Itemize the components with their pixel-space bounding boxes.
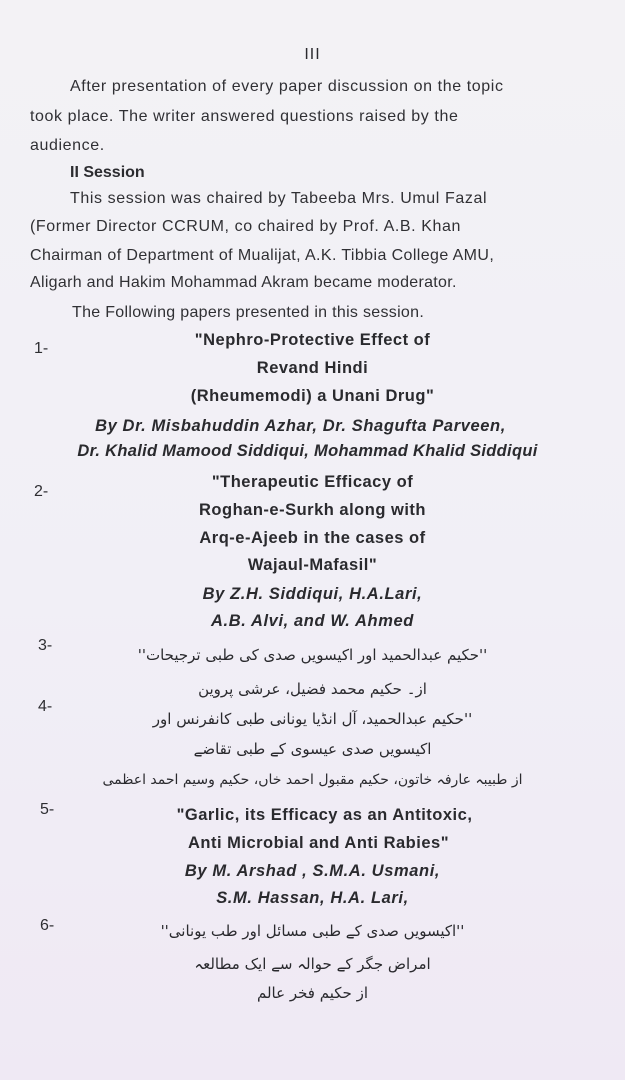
paper-3-title-line-1: ''حکیم عبدالحمید اور اکیسویں صدی کی طبی ترجیحات'': [137, 646, 488, 664]
paper-5-author-line-1: By M. Arshad , S.M.A. Usmani,: [184, 862, 441, 880]
paper-2-number: 2-: [34, 483, 49, 500]
paper-6-title-line-1: ''اکیسویں صدی کے طبی مسائل اور طب یونانی'': [160, 922, 465, 940]
paper-6-number: 6-: [40, 917, 55, 934]
paper-1-author-line-2: Dr. Khalid Mamood Siddiqui, Mohammad Khalid Siddiqui: [77, 442, 538, 460]
paper-5-title-line-1: "Garlic, its Efficacy as an Antitoxic,: [176, 806, 473, 824]
paper-2-title-line-1: "Therapeutic Efficacy of: [211, 473, 414, 491]
session-line-1: This session was chaired by Tabeeba Mrs. Umul Fazal: [70, 190, 488, 207]
paper-4-title-line-2: اکیسویں صدی عیسوی کے طبی تقاضے: [193, 740, 432, 758]
paper-2-author-line-2: A.B. Alvi, and W. Ahmed: [211, 612, 414, 630]
paper-2-author-line-1: By Z.H. Siddiqui, H.A.Lari,: [202, 585, 423, 603]
paper-4-author-line-1: از طبیبہ عارفہ خاتون، حکیم مقبول احمد خاں، حکیم وسیم احمد اعظمی: [102, 772, 523, 788]
session-line-4: Aligarh and Hakim Mohammad Akram became moderator.: [30, 274, 457, 291]
paper-5-title-line-2: Anti Microbial and Anti Rabies": [187, 834, 450, 852]
paper-6-author-line-1: از حکیم فخر عالم: [257, 984, 368, 1002]
paper-3-number: 3-: [38, 637, 53, 654]
paper-3-author-line-1: از۔ حکیم محمد فضیل، عرشی پروین: [198, 680, 427, 698]
paper-6-title-line-2: امراض جگر کے حوالہ سے ایک مطالعہ: [194, 955, 431, 973]
session-line-2: (Former Director CCRUM, co chaired by Prof. A.B. Khan: [30, 218, 462, 235]
page-number: III: [304, 46, 321, 63]
paper-4-number: 4-: [38, 698, 53, 715]
paper-5-number: 5-: [40, 801, 55, 818]
paper-1-title-line-2: Revand Hindi: [256, 359, 369, 377]
paper-1-title-line-3: (Rheumemodi) a Unani Drug": [190, 387, 435, 405]
session-line-5: The Following papers presented in this session.: [72, 304, 425, 321]
intro-line-1: After presentation of every paper discussion on the topic: [70, 78, 504, 95]
paper-1-author-line-1: By Dr. Misbahuddin Azhar, Dr. Shagufta Parveen,: [95, 417, 506, 435]
intro-line-2: took place. The writer answered questions raised by the: [30, 108, 459, 125]
paper-1-title-line-1: "Nephro-Protective Effect of: [194, 331, 431, 349]
intro-line-3: audience.: [30, 137, 105, 154]
paper-4-title-line-1: ''حکیم عبدالحمید، آل انڈیا یونانی طبی کانفرنس اور: [152, 710, 473, 728]
paper-2-title-line-2: Roghan-e-Surkh along with: [199, 501, 426, 519]
paper-5-author-line-2: S.M. Hassan, H.A. Lari,: [216, 889, 409, 907]
paper-2-title-line-4: Wajaul-Mafasil": [247, 556, 378, 574]
session-line-3: Chairman of Department of Mualijat, A.K. Tibbia College AMU,: [30, 247, 495, 264]
paper-2-title-line-3: Arq-e-Ajeeb in the cases of: [199, 529, 426, 547]
session-heading: II Session: [70, 164, 145, 181]
paper-1-number: 1-: [34, 340, 49, 357]
